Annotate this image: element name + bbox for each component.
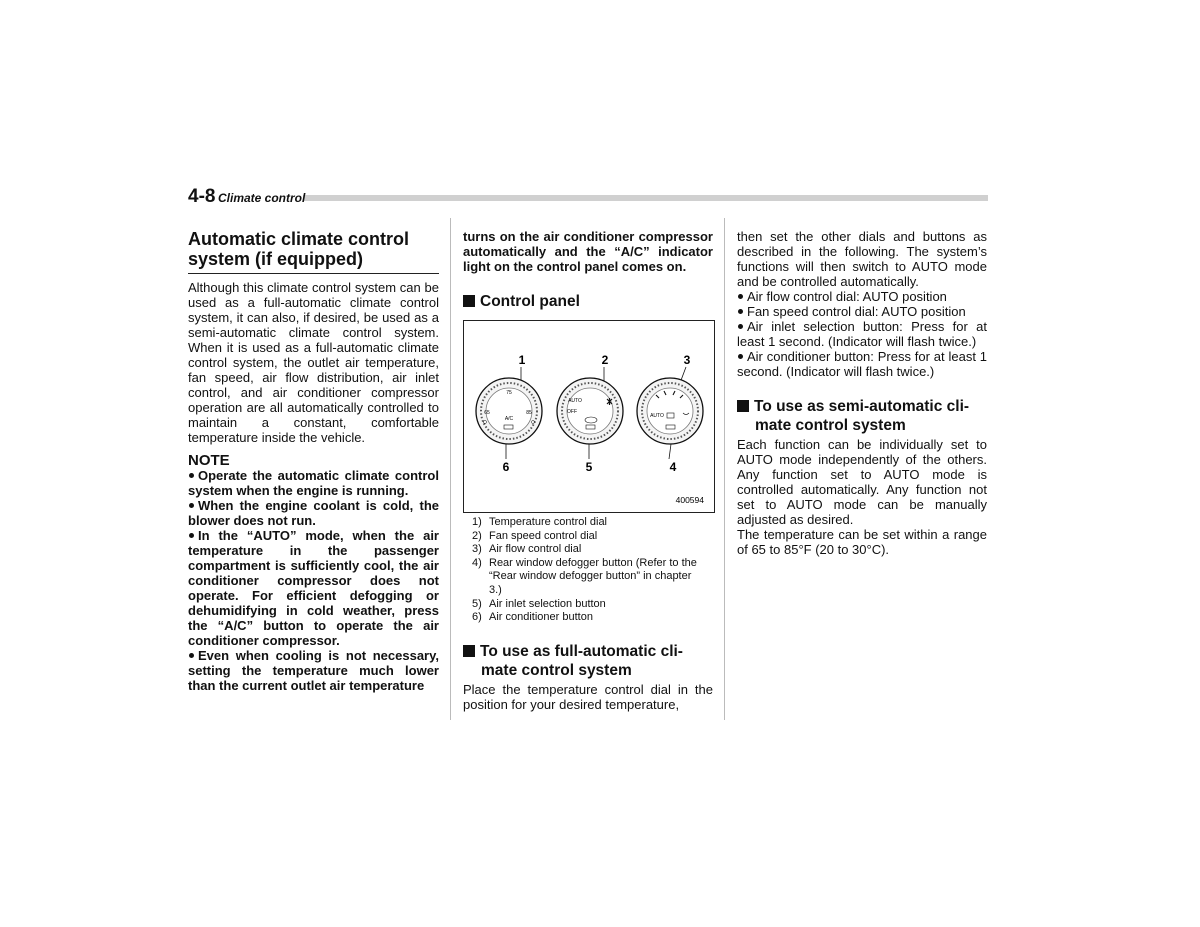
- fan-auto-label: AUTO: [568, 398, 582, 404]
- semi-auto-heading: To use as semi-automatic cli- mate control system: [737, 397, 987, 435]
- header-rule: [303, 195, 988, 201]
- square-bullet-icon: [463, 645, 475, 657]
- note-heading: NOTE: [188, 452, 230, 469]
- continued-text: turns on the air conditioner compressor automatically and the “A/C” indicator light on the control panel comes on.: [463, 229, 713, 274]
- callout-2: 2: [601, 353, 609, 367]
- bullet-icon: [189, 503, 194, 508]
- bullet-item: Air flow control dial: AUTO position: [737, 289, 987, 304]
- bullet-icon: [189, 473, 194, 478]
- caption-item: 5) Air inlet selection button: [472, 597, 606, 610]
- note-item: Operate the automatic climate control system when the engine is running.: [188, 468, 439, 498]
- callout-3: 3: [683, 353, 691, 367]
- bullet-icon: [189, 653, 194, 658]
- figure-code: 400594: [675, 495, 704, 505]
- caption-item: 2) Fan speed control dial: [472, 529, 598, 542]
- page-number: 4-8: [188, 186, 216, 207]
- caption-item: 6) Air conditioner button: [472, 611, 593, 624]
- callout-6: 6: [502, 460, 510, 474]
- callout-5: 5: [585, 460, 593, 474]
- temp-label-85: 85: [526, 410, 532, 416]
- caption-item: 3) Air flow control dial: [472, 543, 582, 556]
- temperature-range-text: The temperature can be set within a range of 65 to 85°F (20 to 30°C).: [737, 527, 987, 557]
- figure-captions: [472, 516, 717, 625]
- bullet-icon: [738, 324, 743, 329]
- airflow-auto-label: AUTO: [650, 413, 664, 419]
- column-middle: [463, 229, 713, 311]
- temperature-control-dial: [476, 378, 542, 444]
- column-divider: [724, 218, 725, 720]
- bullet-icon: [738, 309, 743, 314]
- fan-off-label: OFF: [567, 409, 577, 415]
- full-auto-section: [463, 642, 713, 712]
- section-title: Climate control: [218, 191, 306, 205]
- callout-1: 1: [518, 353, 526, 367]
- ac-label: A/C: [504, 416, 514, 422]
- page-header: [188, 186, 988, 206]
- bullet-item: Fan speed control dial: AUTO position: [737, 304, 987, 319]
- air-flow-control-dial: [637, 378, 703, 444]
- note-item: When the engine coolant is cold, the blower does not run.: [188, 498, 439, 528]
- column-divider: [450, 218, 451, 720]
- caption-item: 4) Rear window defogger button (Refer to the “Rear window defogger button” in chapter 3.): [472, 556, 697, 596]
- bullet-item: Air conditioner button: Press for at least 1 second. (Indicator will flash twice.): [737, 349, 987, 379]
- intro-paragraph: Although this climate control system can be used as a full-automatic climate control system, it can also, if desired, be used as a semi-automatic climate control system. When it is used as a full-automatic climate control system, the outlet air temperature, fan speed, air flow distribution, air inlet control, and air conditioner compressor operation are all automatically controlled to maintain a constant, comfortable temperature inside the vehicle.: [188, 280, 439, 445]
- control-panel-illustration: [464, 321, 714, 512]
- callout-4: 4: [669, 460, 677, 474]
- temp-label-75: 75: [506, 390, 512, 396]
- control-panel-figure: [463, 320, 715, 513]
- section-heading: Automatic climate control system (if equipped): [188, 229, 439, 274]
- bullet-icon: [738, 294, 743, 299]
- bullet-icon: [189, 533, 194, 538]
- note-item: In the “AUTO” mode, when the air temperature in the passenger compartment is sufficiently cool, the air conditioner compressor does not operate. For efficient defogging or dehumidifying in cold weather, press the “A/C” button to operate the air conditioner compressor.: [188, 528, 439, 648]
- note-item: Even when cooling is not necessary, setting the temperature much lower than the current outlet air temperature: [188, 648, 439, 693]
- control-panel-heading: Control panel: [463, 292, 713, 311]
- bullet-icon: [738, 354, 743, 359]
- full-auto-text: Place the temperature control dial in the position for your desired temperature,: [463, 682, 713, 712]
- caption-item: 1) Temperature control dial: [472, 516, 608, 528]
- column-left: [188, 229, 439, 693]
- full-auto-heading: To use as full-automatic cli- mate control system: [463, 642, 713, 680]
- continued-text: then set the other dials and buttons as described in the following. The system’s functions will then switch to AUTO mode and be controlled automatically.: [737, 229, 987, 289]
- column-right: [737, 229, 987, 557]
- square-bullet-icon: [463, 295, 475, 307]
- fan-speed-control-dial: [557, 378, 623, 444]
- square-bullet-icon: [737, 400, 749, 412]
- bullet-item: Air inlet selection button: Press for at least 1 second. (Indicator will flash twice.): [737, 319, 987, 349]
- semi-auto-text: Each function can be individually set to AUTO mode independently of the others. Any function set to AUTO mode is controlled automatically. Any function not set to AUTO mode can be manually adjusted as desired.: [737, 437, 987, 527]
- temp-label-65: 65: [484, 410, 490, 416]
